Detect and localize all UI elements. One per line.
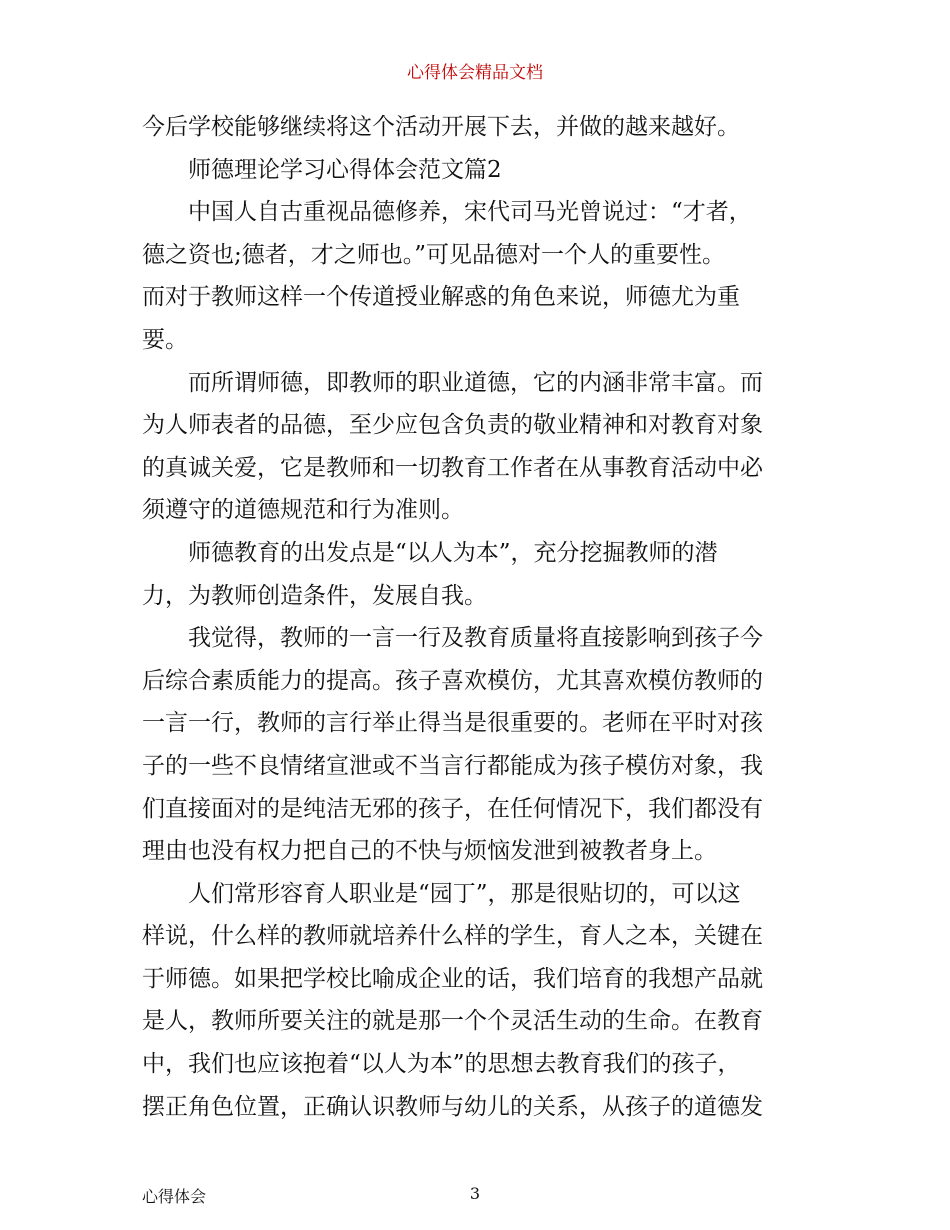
text-line: 摆正角色位置，正确认识教师与幼儿的关系，从孩子的道德发 [142,1093,763,1120]
text-line: 而所谓师德，即教师的职业道德，它的内涵非常丰富。而 [188,369,763,396]
body-text [142,106,832,1128]
text-line: 的真诚关爱，它是教师和一切教育工作者在从事教育活动中必 [142,454,763,481]
text-line: 们直接面对的是纯洁无邪的孩子，在任何情况下，我们都没有 [142,795,763,822]
text-line: 力，为教师创造条件，发展自我。 [142,582,487,609]
page-number: 3 [469,1184,481,1203]
text-line: 样说，什么样的教师就培养什么样的学生，育人之本，关键在 [142,923,763,950]
text-line: 为人师表者的品德，至少应包含负责的敬业精神和对教育对象 [142,412,763,439]
text-line: 人们常形容育人职业是“园丁”，那是很贴切的，可以这 [188,880,741,907]
text-line: 中，我们也应该抱着“以人为本”的思想去教育我们的孩子， [142,1051,741,1078]
text-line: 我觉得，教师的一言一行及教育质量将直接影响到孩子今 [188,625,763,652]
text-line: 是人，教师所要关注的就是那一个个灵活生动的生命。在教育 [142,1008,763,1035]
text-line: 一言一行，教师的言行举止得当是很重要的。老师在平时对孩 [142,710,763,737]
text-line: 而对于教师这样一个传道授业解惑的角色来说，师德尤为重 [142,284,740,311]
text-line: 后综合素质能力的提高。孩子喜欢模仿，尤其喜欢模仿教师的 [142,667,763,694]
text-line: 今后学校能够继续将这个活动开展下去，并做的越来越好。 [142,114,740,140]
text-line: 须遵守的道德规范和行为准则。 [142,497,464,524]
text-line: 理由也没有权力把自己的不快与烦恼发泄到被教者身上。 [142,838,717,865]
text-line: 子的一些不良情绪宣泄或不当言行都能成为孩子模仿对象，我 [142,752,763,779]
text-line: 于师德。如果把学校比喻成企业的话，我们培育的我想产品就 [142,965,763,992]
text-line: 德之资也;德者，才之师也。”可见品德对一个人的重要性。 [142,241,726,268]
text-line: 中国人自古重视品德修养，宋代司马光曾说过：“才者， [188,199,752,226]
section-title: 师德理论学习心得体会范文篇2 [188,156,502,183]
page-header: 心得体会精品文档 [407,63,543,83]
footer-label: 心得体会 [142,1187,207,1206]
text-line: 师德教育的出发点是“以人为本”，充分挖掘教师的潜 [188,539,718,566]
text-line: 要。 [142,326,188,353]
